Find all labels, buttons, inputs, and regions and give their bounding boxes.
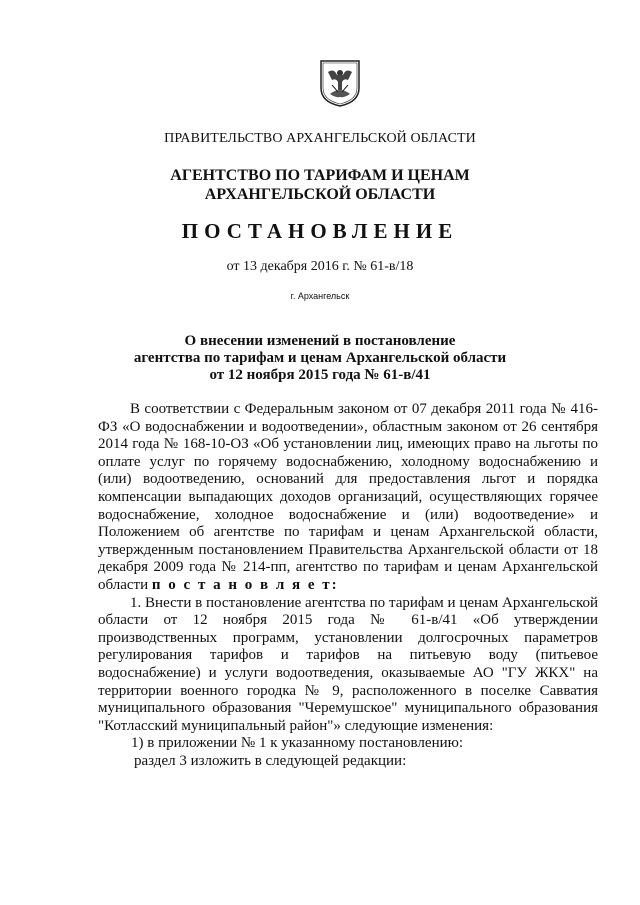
- government-name: ПРАВИТЕЛЬСТВО АРХАНГЕЛЬСКОЙ ОБЛАСТИ: [164, 131, 476, 146]
- document-type-title: ПОСТАНОВЛЕНИЕ: [181, 219, 459, 243]
- document-date-number: от 13 декабря 2016 г. № 61-в/18: [226, 259, 414, 274]
- agency-name-line-1: АГЕНТСТВО ПО ТАРИФАМ И ЦЕНАМ: [170, 167, 470, 184]
- amendment-item-1: 1) в приложении № 1 к указанному постановлению:: [131, 735, 463, 752]
- subject-line-2: агентства по тарифам и ценам Архангельской области: [133, 350, 507, 366]
- amendment-section-3: раздел 3 изложить в следующей редакции:: [134, 752, 407, 769]
- coat-of-arms-emblem: [318, 58, 362, 108]
- resolves-word: п о с т а н о в л я е т:: [151, 576, 339, 593]
- preamble-text: В соответствии с Федеральным законом от 07 декабря 2011 года № 416-ФЗ «О водоснабжении и водоотведении», областным законом от 26 сентября 2014 года № 168-10-ОЗ «Об установлении лиц, имеющих право на льготы по оплате услуг по горячему водоснабжению, холодному водоснабжению и (или) водоотведению, оснований для предоставления льгот и порядка компенсации выпадающих доходов организаций, осуществляющих горячее водоснабжение, холодное водоснабжение и (или) водоотведение» и Положением об агентстве по тарифам и ценам Архангельской области, утвержденным постановлением Правительства Архангельской области от 18 декабря 2009 года № 214-пп, агентство по тарифам и ценам Архангельской области: [98, 401, 598, 593]
- agency-name: [0, 166, 640, 204]
- preamble-paragraph: [98, 401, 598, 595]
- subject-line-3: от 12 ноября 2015 года № 61-в/41: [209, 367, 431, 383]
- subject-line-1: О внесении изменений в постановление: [184, 333, 456, 349]
- agency-name-line-2: АРХАНГЕЛЬСКОЙ ОБЛАСТИ: [204, 186, 436, 203]
- document-city: г. Архангельск: [290, 291, 350, 301]
- document-body: [98, 401, 598, 770]
- amendment-paragraph-1: 1. Внести в постановление агентства по тарифам и ценам Архангельской области от 12 ноября 2015 года № 61-в/41 «Об утверждении производственных программ, установлении долгосрочных параметров регулирования тарифов и тарифов на питьевую воду (питьевое водоснабжение) и услуги водоотведения, оказываемые АО "ГУ ЖКХ" на территории военного городка № 9, расположенного в поселке Савватия муниципального образования "Черемушское" муниципального образования "Котласский муниципальный район"» следующие изменения:: [98, 594, 598, 734]
- document-subject: [0, 333, 640, 384]
